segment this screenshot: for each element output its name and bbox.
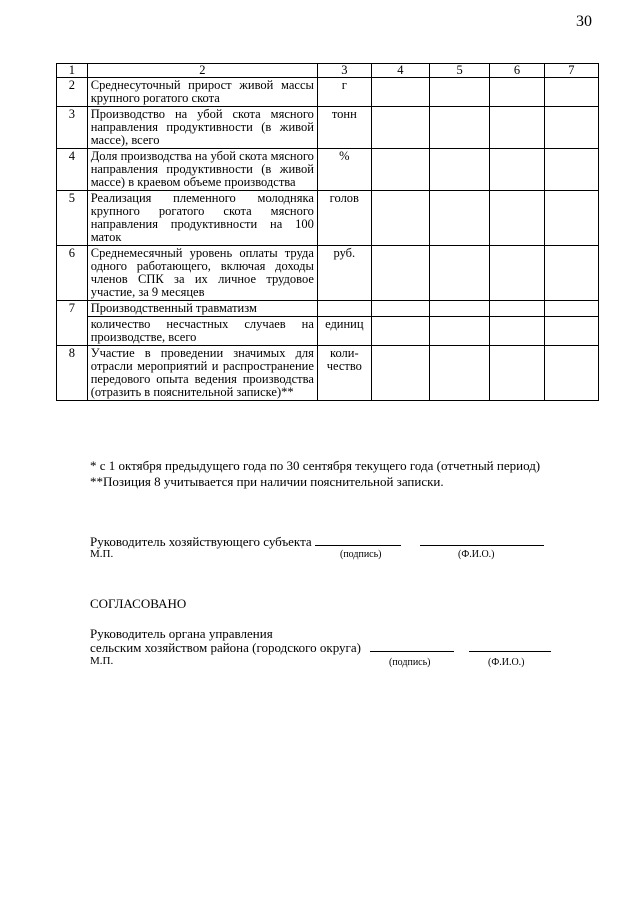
table-row <box>57 301 599 317</box>
value-cell <box>490 301 544 317</box>
report-table <box>56 63 599 401</box>
value-cell <box>490 78 544 107</box>
footnotes <box>90 458 540 490</box>
table-row <box>57 317 599 346</box>
row-number: 2 <box>57 78 88 107</box>
row-number: 7 <box>57 301 88 346</box>
approved-label: СОГЛАСОВАНО <box>90 596 187 611</box>
signature-line <box>315 544 401 546</box>
value-cell <box>371 317 429 346</box>
value-cell <box>430 301 490 317</box>
value-cell <box>371 107 429 149</box>
header-cell: 3 <box>317 64 371 78</box>
signature-block-agency <box>90 627 551 655</box>
fio-caption: (Ф.И.О.) <box>458 549 495 560</box>
value-cell <box>371 301 429 317</box>
table-row <box>57 346 599 401</box>
value-cell <box>490 149 544 191</box>
table-row <box>57 191 599 246</box>
row-unit: тонн <box>317 107 371 149</box>
fio-line <box>420 544 544 546</box>
row-description: Доля производства на убой скота мясного направления продуктивности (в живой массе) в краевом объеме производства <box>87 149 317 191</box>
value-cell <box>544 317 598 346</box>
row-number: 4 <box>57 149 88 191</box>
value-cell <box>430 191 490 246</box>
header-cell: 6 <box>490 64 544 78</box>
table-row <box>57 107 599 149</box>
row-description: Среднесуточный прирост живой массы крупного рогатого скота <box>87 78 317 107</box>
row-unit: % <box>317 149 371 191</box>
value-cell <box>430 149 490 191</box>
row-unit: руб. <box>317 246 371 301</box>
fio-caption: (Ф.И.О.) <box>488 657 525 668</box>
row-number: 3 <box>57 107 88 149</box>
header-cell: 7 <box>544 64 598 78</box>
page-number: 30 <box>576 13 592 30</box>
header-cell: 5 <box>430 64 490 78</box>
value-cell <box>490 317 544 346</box>
value-cell <box>490 107 544 149</box>
value-cell <box>430 78 490 107</box>
signature-caption: (подпись) <box>340 549 382 560</box>
value-cell <box>490 191 544 246</box>
agency-head-label: Руководитель органа управления <box>90 626 273 641</box>
row-description: Участие в проведении значимых для отрасли мероприятий и распространение передового опыта ведения производства (отразить в пояснительной записке)** <box>87 346 317 401</box>
row-unit: г <box>317 78 371 107</box>
row-number: 8 <box>57 346 88 401</box>
value-cell <box>490 246 544 301</box>
value-cell <box>430 107 490 149</box>
row-description: Реализация племенного молодняка крупного рогатого скота мясного направления продуктивности на 100 маток <box>87 191 317 246</box>
value-cell <box>371 246 429 301</box>
value-cell <box>430 246 490 301</box>
row-description: Среднемесячный уровень оплаты труда одного работающего, включая доходы членов СПК за их личное трудовое участие, за 9 месяцев <box>87 246 317 301</box>
row-description: Производственный травматизм <box>87 301 317 317</box>
value-cell <box>544 301 598 317</box>
fio-line <box>469 650 551 652</box>
row-unit: единиц <box>317 317 371 346</box>
row-sub-description: количество несчастных случаев на производстве, всего <box>87 317 317 346</box>
row-unit: коли-чество <box>317 346 371 401</box>
value-cell <box>371 149 429 191</box>
agency-name-label: сельским хозяйством района (городского округа) <box>90 640 361 655</box>
value-cell <box>544 78 598 107</box>
row-unit-empty <box>317 301 371 317</box>
value-cell <box>544 246 598 301</box>
table-row <box>57 149 599 191</box>
signature-caption: (подпись) <box>389 657 431 668</box>
stamp-place-label: М.П. <box>90 655 114 667</box>
value-cell <box>544 346 598 401</box>
value-cell <box>371 78 429 107</box>
header-cell: 1 <box>57 64 88 78</box>
table-row <box>57 78 599 107</box>
row-number: 6 <box>57 246 88 301</box>
signature-block-head <box>90 535 544 549</box>
signature-label: Руководитель хозяйствующего субъекта <box>90 534 312 549</box>
header-cell: 4 <box>371 64 429 78</box>
footnote-reporting-period: * с 1 октября предыдущего года по 30 сентября текущего года (отчетный период) <box>90 458 541 473</box>
value-cell <box>430 346 490 401</box>
table-header-row <box>57 64 599 78</box>
stamp-place-label: М.П. <box>90 548 114 560</box>
value-cell <box>490 346 544 401</box>
value-cell <box>544 107 598 149</box>
row-number: 5 <box>57 191 88 246</box>
value-cell <box>371 191 429 246</box>
row-unit: голов <box>317 191 371 246</box>
header-cell: 2 <box>87 64 317 78</box>
footnote-position-8: **Позиция 8 учитывается при наличии пояснительной записки. <box>90 474 444 489</box>
signature-line <box>370 650 454 652</box>
value-cell <box>430 317 490 346</box>
table-row <box>57 246 599 301</box>
row-description: Производство на убой скота мясного направления продуктивности (в живой массе), всего <box>87 107 317 149</box>
value-cell <box>544 191 598 246</box>
value-cell <box>544 149 598 191</box>
value-cell <box>371 346 429 401</box>
